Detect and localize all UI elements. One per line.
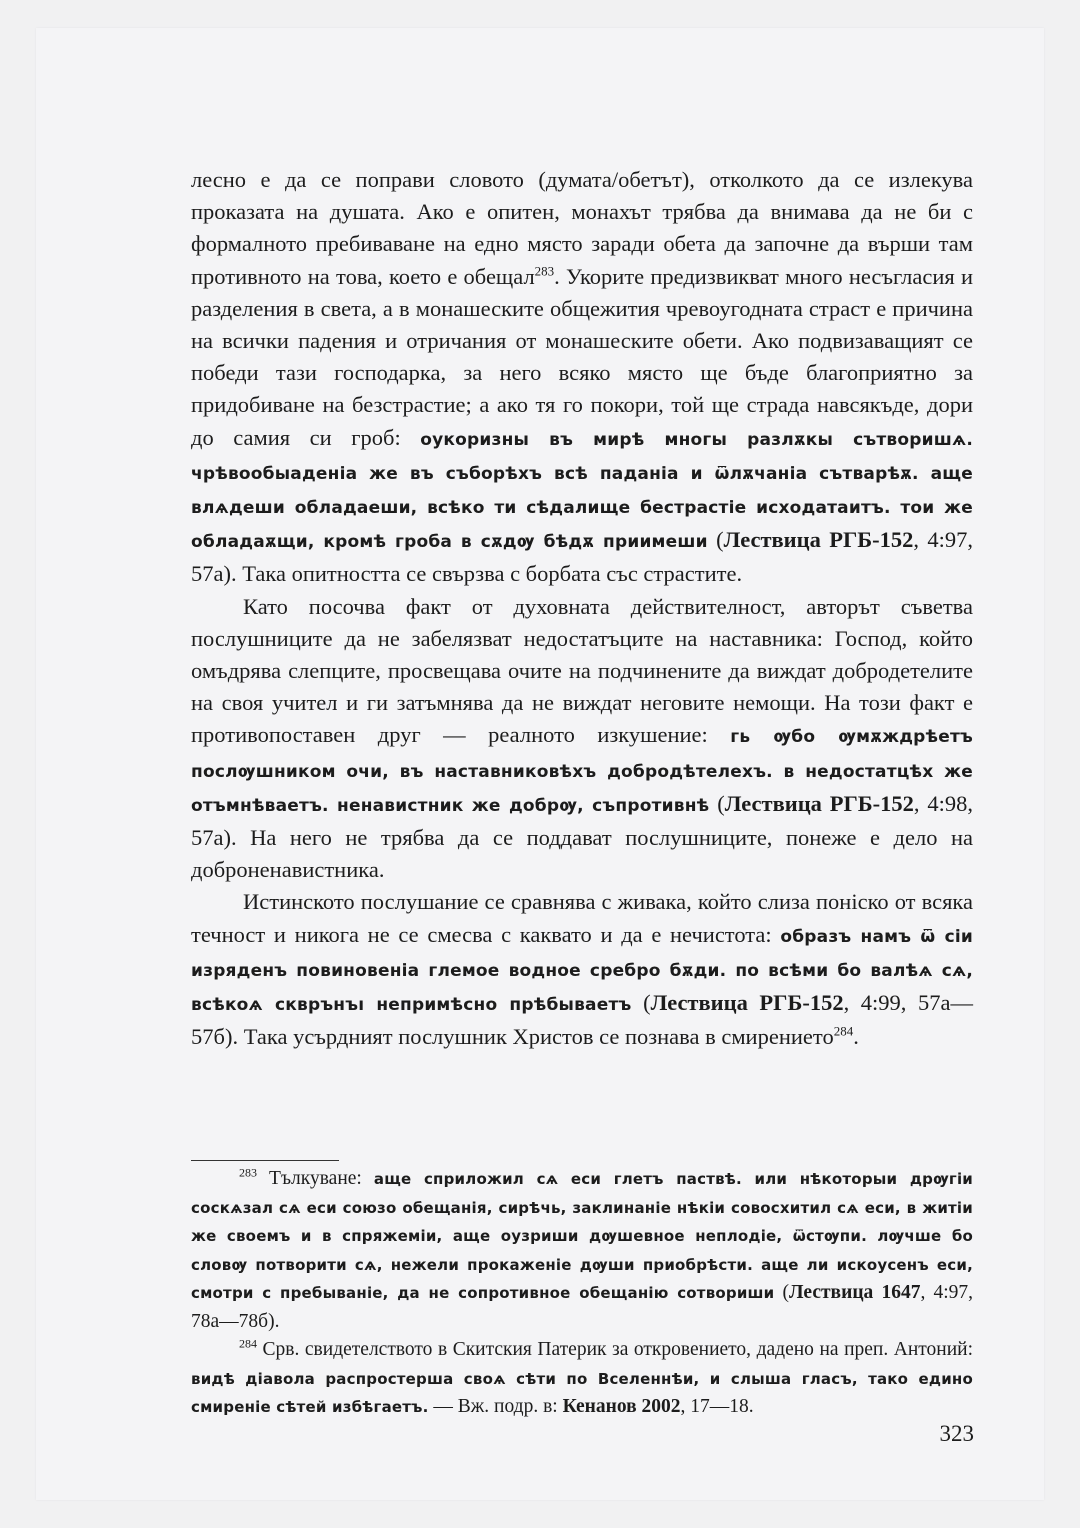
paragraph-3-end: . xyxy=(853,1024,859,1050)
footnote-284-source: Кенанов 2002 xyxy=(562,1396,681,1417)
paragraph-1 xyxy=(191,164,973,591)
footnotes xyxy=(191,1165,973,1422)
paragraph-1-text-cont: . Укорите предизвикват много несъгласия и разделения в света, а в монашеските общежития чревоугодната страст е причина на всички падения и отричания от монашеските обети. Ако подвизаващият се победи тази господарка, за него всяко място ще бъде благоприятно за придобиване на безстрастие; а ако тя го покори, той ще страда навсякъде, дори до самия си гроб: xyxy=(191,263,973,450)
footnote-284-tail: , 17—18. xyxy=(680,1396,754,1417)
footnote-283-source: Лествица 1647 xyxy=(789,1282,921,1303)
paragraph-2 xyxy=(191,591,973,887)
footnote-number-284: 284 xyxy=(239,1336,257,1351)
footnote-283 xyxy=(191,1165,973,1336)
footnote-ref-284[interactable]: 284 xyxy=(833,1023,854,1039)
footnote-283-tail: , 4:97, 78а—78б). xyxy=(191,1282,974,1332)
church-slavonic-quote-2: гь ѹбо ѹмѫждрѣетъ послѹшником очи, въ наставниковѣхъ добродѣтелехъ. в недостатцѣх же отъмнѣваетъ. ненавистник же добрѹ, съпротивнѣ xyxy=(191,727,973,816)
citation-open-paren: ( xyxy=(717,790,725,816)
footnote-284 xyxy=(191,1336,973,1422)
paragraph-2-tail: , 4:98, 57а). На него не трябва да се поддават послушниците, понеже е дело на доброненавистника. xyxy=(191,790,973,883)
main-text xyxy=(191,164,973,1053)
footnote-ref-283[interactable]: 283 xyxy=(534,263,555,279)
church-slavonic-quote-3: образъ намъ ѿ сіи изряденъ повиновеніа глемое водное сребро бѫди. по всѣми бо валѣѧ сѧ, всѣкоѧ скврънъı непримѣсно прѣбываетъ xyxy=(191,926,973,1016)
citation-source-3: Лествица РГБ-152 xyxy=(650,990,844,1016)
footnote-284-mid: — Вж. подр. в: xyxy=(428,1396,563,1417)
paragraph-1-tail: , 4:97, 57а). Така опитността се свързва с борбата със страстите. xyxy=(191,527,974,587)
footnote-284-quote: видѣ діавола распростерша своѧ сѣти по Вселеннѣи, и слыша гласъ, тако едино смиреніе сѣтей избѣгаетъ. xyxy=(191,1369,973,1416)
footnote-separator xyxy=(191,1160,339,1161)
paragraph-3 xyxy=(191,886,973,1053)
citation-open-paren: ( xyxy=(782,1282,790,1303)
page-number: 323 xyxy=(939,1421,974,1446)
church-slavonic-quote-1: оукоризны въ мирѣ многы разлѫкы сътворишѧ. чрѣвообыаденіа же въ съборѣхъ всѣ паданіа и ѿлѫчаніа сътварѣѫ. аще влѧдеши обладаеши, всѣко ти сѣдалище бестрастіе исходатаитъ. тои же обладаѫщи, кромѣ гроба в сѫдѹ бѣдѫ приимеши xyxy=(191,429,973,553)
citation-source-1: Лествица РГБ-152 xyxy=(723,527,914,553)
citation-open-paren: ( xyxy=(643,990,651,1016)
paragraph-3-tail: , 4:99, 57а—57б). Така усърдният послушник Христов се познава в смирението xyxy=(191,990,974,1050)
footnote-284-lead: Срв. свидетелството в Скитския Патерик за откровението, дадено на преп. Антоний: xyxy=(262,1339,973,1360)
book-page xyxy=(36,28,1044,1500)
citation-source-2: Лествица РГБ-152 xyxy=(724,790,914,816)
footnote-283-lead: Тълкуване: xyxy=(269,1168,374,1189)
paragraph-1-text: лесно е да се поправи словото (думата/обетът), отколкото да се излекува проказата на душата. Ако е опитен, монахът трябва да внимава да не би с формалното пребиваване на едно място заради обета да започне да върши там противното на това, което е обещал xyxy=(191,167,973,289)
footnote-283-quote: аще сприложил сѧ еси глетъ паствѣ. или нѣкоторыи дрѹгіи соскѧзал сѧ еси союзо обещанія, сирѣчь, заклинаніе нѣкіи совосхитил сѧ еси, в житіи же своемъ и в спряжеміи, аще оузриши дѹшевное неплодіе, ѿстѹпи. лѹчше бо словѹ потворити сѧ, нежели прокаженіе дѹши приобрѣсти. аще ли искоусенъ еси, смотри с пребываніе, да не сопротивное обещанію сотвориши xyxy=(191,1170,974,1302)
paragraph-3-text: Истинското послушание се сравнява с живака, който слиза поніско от всяка течност и никога не се смесва с каквато и да е нечистота: xyxy=(191,889,973,947)
paragraph-2-text: Като посочва факт от духовната действителност, авторът съветва послушниците да не забелязват недостатъците на наставника: Господ, който омъдрява слепците, просвещава очите на подчинените да виждат добродетелите на своя учител и ги затъмнява да не виждат неговите немощи. На този факт е противопоставен друг — реалното изкушение: xyxy=(191,593,973,748)
citation-open-paren: ( xyxy=(716,527,724,553)
footnote-number-283: 283 xyxy=(239,1165,257,1180)
